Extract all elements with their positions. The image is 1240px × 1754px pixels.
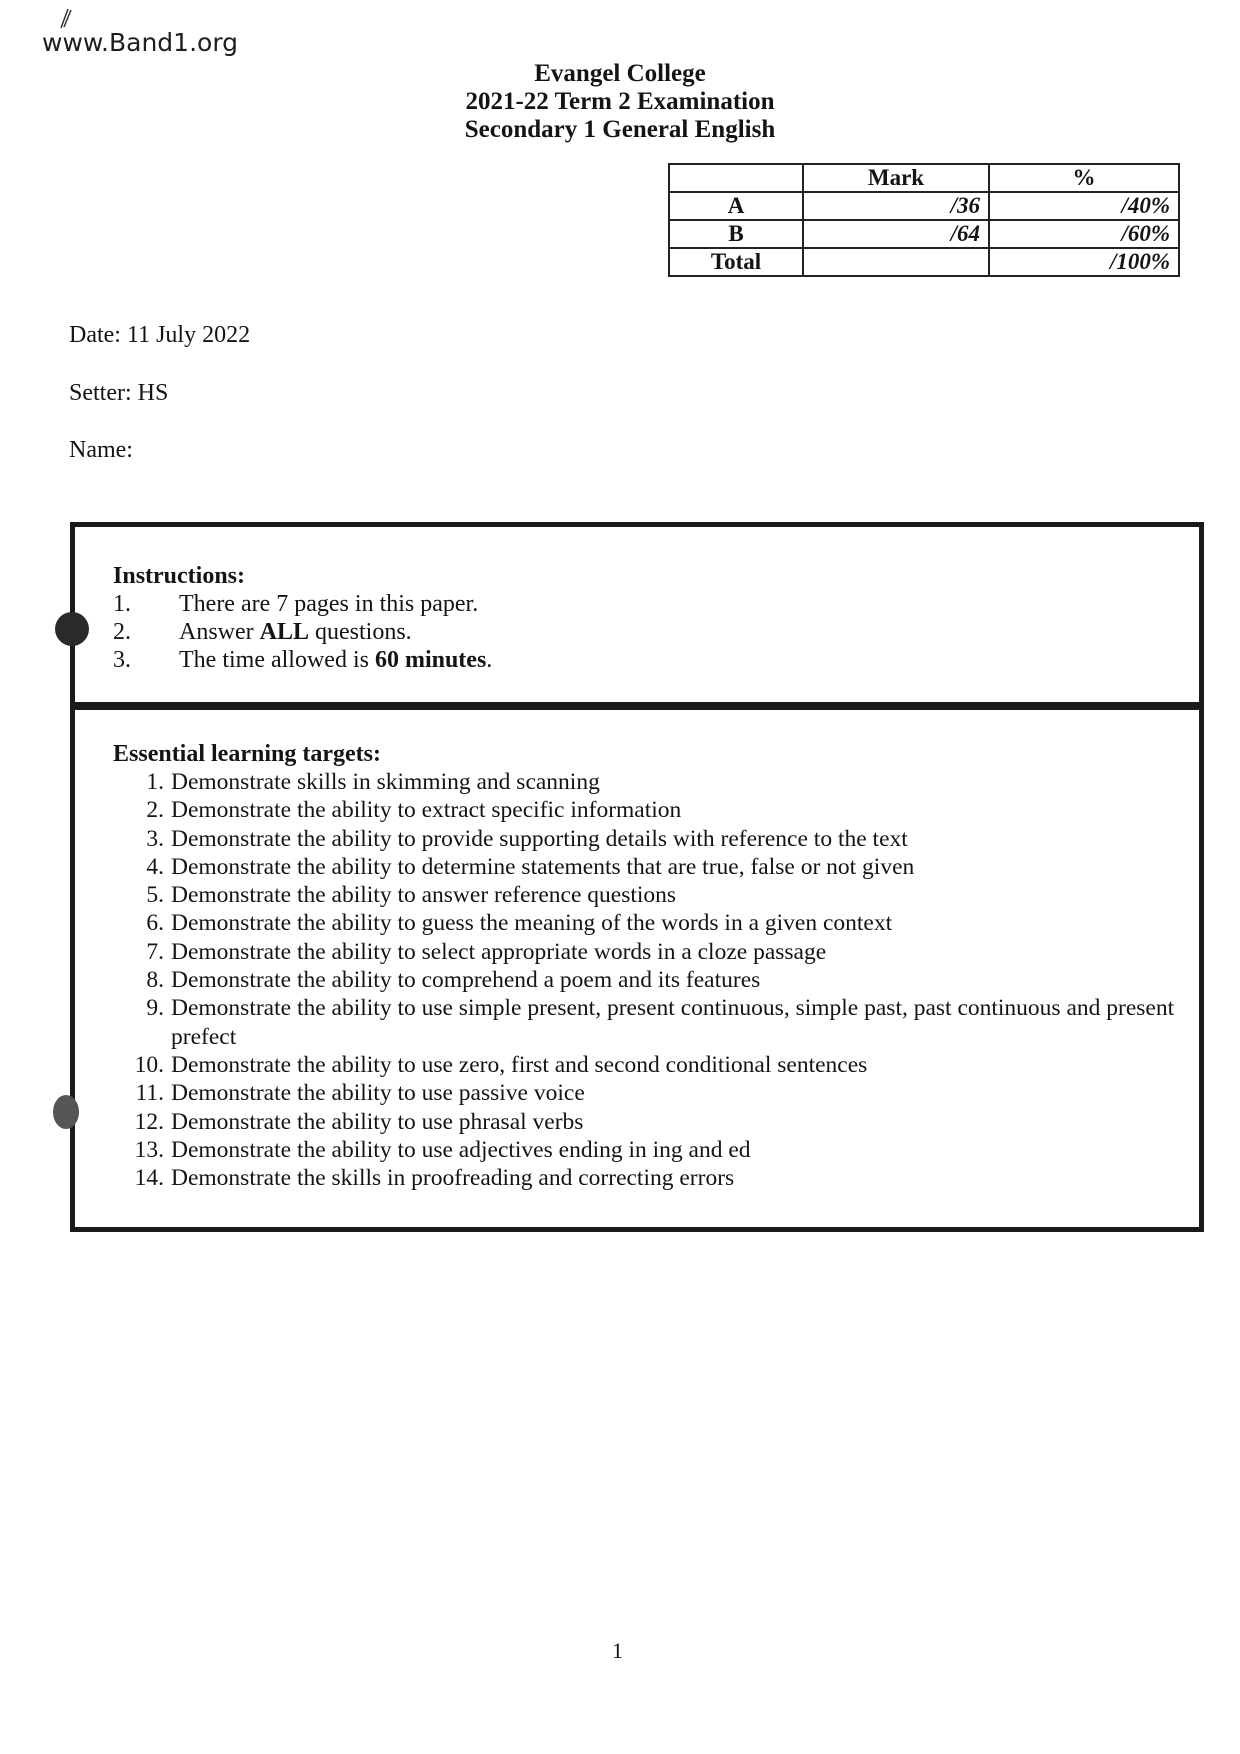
learning-target-text: Demonstrate the ability to use passive voice: [171, 1080, 585, 1107]
learning-target-text: Demonstrate the ability to extract specific information: [171, 797, 682, 824]
learning-target-text: Demonstrate the ability to use zero, first and second conditional sentences: [171, 1051, 868, 1078]
instructions-list: [113, 590, 1179, 674]
school-name: Evangel College: [534, 60, 706, 87]
exam-date: Date: 11 July 2022: [69, 322, 251, 348]
mark-cell: [803, 248, 989, 276]
instruction-text: [179, 590, 478, 618]
learning-target-item: [113, 825, 1179, 853]
exam-setter: Setter: HS: [69, 380, 169, 406]
learning-target-number: 3.: [146, 825, 164, 852]
learning-target-number: 5.: [146, 882, 164, 909]
learning-target-text: Demonstrate skills in skimming and scanning: [171, 769, 600, 795]
learning-target-text: Demonstrate the ability to use simple present, present continuous, simple past, past continuous and present prefect: [171, 995, 1175, 1050]
learning-target-text: Demonstrate the ability to use adjectives ending in ing and ed: [171, 1136, 751, 1163]
pen-stroke-mark: [58, 8, 72, 30]
learning-target-number: 12.: [134, 1108, 164, 1135]
learning-target-text: Demonstrate the ability to use phrasal verbs: [171, 1108, 584, 1135]
instruction-text: [179, 618, 412, 646]
instructions-title: Instructions:: [113, 563, 246, 589]
learning-target-number: 2.: [146, 797, 164, 824]
instruction-emphasis: 60 minutes: [374, 647, 487, 673]
learning-target-number: 4.: [146, 853, 164, 880]
instruction-text-part: .: [486, 647, 493, 673]
learning-target-item: [113, 768, 1179, 796]
learning-target-text: Demonstrate the ability to guess the meaning of the words in a given context: [171, 910, 893, 937]
instruction-number: 1.: [113, 591, 131, 617]
exam-header: [420, 60, 820, 144]
section-cell: B: [669, 220, 803, 248]
punch-hole-mark: [53, 1095, 79, 1129]
learning-target-item: [113, 909, 1179, 937]
exam-title: 2021-22 Term 2 Examination: [465, 88, 775, 115]
section-cell: Total: [669, 248, 803, 276]
learning-target-text: Demonstrate the ability to determine statements that are true, false or not given: [171, 853, 915, 880]
learning-target-number: 14.: [134, 1165, 164, 1192]
learning-target-text: Demonstrate the ability to answer reference questions: [171, 882, 677, 909]
learning-target-number: 11.: [135, 1080, 164, 1107]
watermark-url: www.Band1.org: [42, 28, 239, 57]
instruction-item: [113, 646, 1179, 674]
instruction-item: [113, 590, 1179, 618]
learning-target-item: [113, 938, 1179, 966]
instruction-emphasis: ALL: [259, 619, 310, 645]
learning-target-text: Demonstrate the ability to select appropriate words in a cloze passage: [171, 938, 827, 965]
subject-title: Secondary 1 General English: [464, 116, 776, 143]
learning-target-number: 8.: [146, 967, 164, 994]
learning-target-text: Demonstrate the ability to provide supporting details with reference to the text: [171, 825, 908, 852]
punch-hole-mark: [55, 612, 89, 646]
learning-target-number: 7.: [146, 938, 164, 965]
learning-target-number: 1.: [146, 769, 164, 795]
learning-targets-list: [113, 768, 1179, 1192]
learning-target-item: [113, 1108, 1179, 1136]
learning-target-item: [113, 1051, 1179, 1079]
learning-target-item: [113, 881, 1179, 909]
learning-target-number: 9.: [146, 995, 164, 1022]
score-row: [669, 192, 1179, 220]
learning-target-text: Demonstrate the skills in proofreading and correcting errors: [171, 1165, 735, 1192]
learning-targets-box: [70, 702, 1204, 1232]
student-name-field[interactable]: Name:: [69, 437, 133, 463]
learning-target-item: [113, 796, 1179, 824]
instruction-text-part: There are 7 pages in this paper.: [179, 591, 479, 617]
mark-cell: /36: [803, 192, 989, 220]
learning-target-item: [113, 1164, 1179, 1192]
header-cell-mark: Mark: [803, 164, 989, 192]
page-number: 1: [612, 1638, 623, 1663]
instruction-text-part: The time allowed is: [179, 647, 375, 673]
instruction-text-part: questions.: [309, 619, 412, 645]
learning-target-item: [113, 1136, 1179, 1164]
learning-target-number: 13.: [134, 1136, 164, 1163]
instruction-item: [113, 618, 1179, 646]
learning-target-text: Demonstrate the ability to comprehend a poem and its features: [171, 967, 761, 994]
learning-target-item: [113, 853, 1179, 881]
percent-cell: /60%: [989, 220, 1179, 248]
score-table: [668, 163, 1180, 277]
learning-target-item: [113, 966, 1179, 994]
section-cell: A: [669, 192, 803, 220]
instruction-number: 2.: [113, 619, 131, 645]
instruction-text-part: Answer: [179, 619, 260, 645]
header-cell-blank: [669, 164, 803, 192]
header-cell-percent: %: [989, 164, 1179, 192]
learning-targets-title: Essential learning targets:: [113, 741, 381, 767]
mark-cell: /64: [803, 220, 989, 248]
score-row: [669, 220, 1179, 248]
score-table-header: [669, 164, 1179, 192]
learning-target-item: [113, 1079, 1179, 1107]
percent-cell: /40%: [989, 192, 1179, 220]
instruction-text: [179, 646, 492, 674]
learning-target-item: [113, 994, 1179, 1051]
score-row: [669, 248, 1179, 276]
percent-cell: /100%: [989, 248, 1179, 276]
instructions-box: [70, 522, 1204, 710]
instruction-number: 3.: [113, 647, 131, 673]
learning-target-number: 6.: [146, 910, 164, 937]
learning-target-number: 10.: [134, 1051, 164, 1078]
